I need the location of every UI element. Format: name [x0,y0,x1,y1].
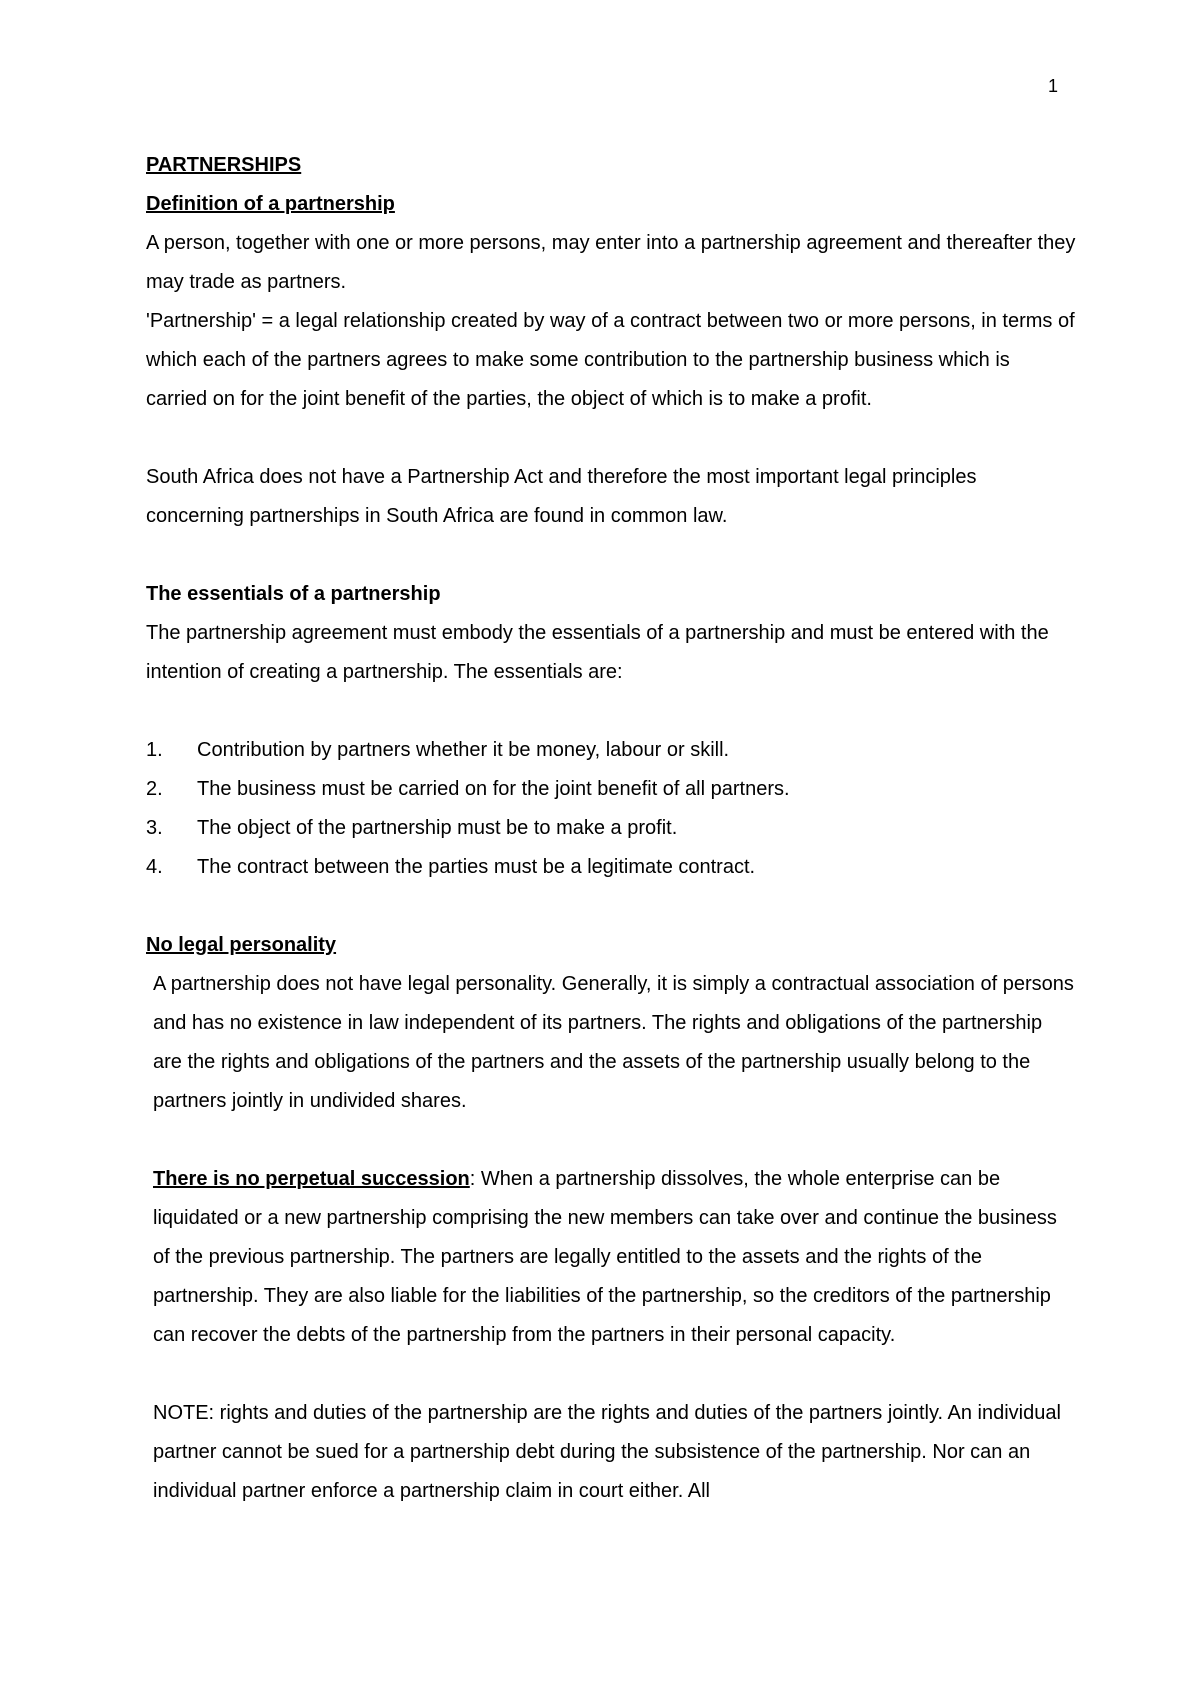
legal-personality-heading: No legal personality [146,934,337,956]
spacer [146,692,1076,731]
list-item [146,848,1076,887]
list-item-text: Contribution by partners whether it be money, labour or skill. [197,739,730,761]
succession-paragraph [146,1160,1076,1355]
legal-personality-paragraph: A partnership does not have legal personality. Generally, it is simply a contractual association of persons and has no existence in law independent of its partners. The rights and obligations of the partnership are the rights and obligations of the partners and the assets of the partnership usually belong to the partners jointly in undivided shares. [153,973,1074,1112]
list-item-number: 3. [146,817,163,839]
page-number: 1 [1048,76,1059,96]
list-item-number: 2. [146,778,163,800]
document-body [146,146,1076,1511]
list-item [146,770,1076,809]
note-paragraph: NOTE: rights and duties of the partnership are the rights and duties of the partners jointly. An individual partner cannot be sued for a partnership debt during the subsistence of the partnership. Nor can an individual partner enforce a partnership claim in court either. All [153,1402,1061,1502]
succession-text: When a partnership dissolves, the whole enterprise can be liquidated or a new partnership comprising the new members can take over and continue the business of the previous partnership. The partners are legally entitled to the assets and the rights of the partnership. They are also liable for the liabilities of the partnership, so the creditors of the partnership can recover the debts of the partnership from the partners in their personal capacity. [153,1168,1057,1346]
essentials-list [146,731,1076,887]
definition-paragraph-1: A person, together with one or more persons, may enter into a partnership agreement and thereafter they may trade as partners. [146,232,1076,293]
list-item-text: The object of the partnership must be to make a profit. [197,817,678,839]
spacer [146,887,1076,926]
document-title: PARTNERSHIPS [146,154,302,176]
spacer [146,536,1076,575]
definition-paragraph-2: 'Partnership' = a legal relationship created by way of a contract between two or more persons, in terms of which each of the partners agrees to make some contribution to the partnership business which is carried on for the joint benefit of the parties, the object of which is to make a profit. [146,310,1075,410]
definition-heading: Definition of a partnership [146,193,395,215]
succession-separator: : [469,1168,476,1190]
list-item-text: The contract between the parties must be a legitimate contract. [197,856,756,878]
essentials-intro: The partnership agreement must embody the essentials of a partnership and must be entered with the intention of creating a partnership. The essentials are: [146,622,1049,683]
definition-paragraph-3: South Africa does not have a Partnership Act and therefore the most important legal principles concerning partnerships in South Africa are found in common law. [146,466,977,527]
list-item [146,731,1076,770]
spacer [146,1355,1076,1394]
list-item-text: The business must be carried on for the joint benefit of all partners. [197,778,790,800]
spacer [146,1121,1076,1160]
list-item [146,809,1076,848]
succession-heading: There is no perpetual succession [153,1168,470,1190]
list-item-number: 1. [146,739,163,761]
list-item-number: 4. [146,856,163,878]
essentials-heading: The essentials of a partnership [146,583,441,605]
spacer [146,419,1076,458]
